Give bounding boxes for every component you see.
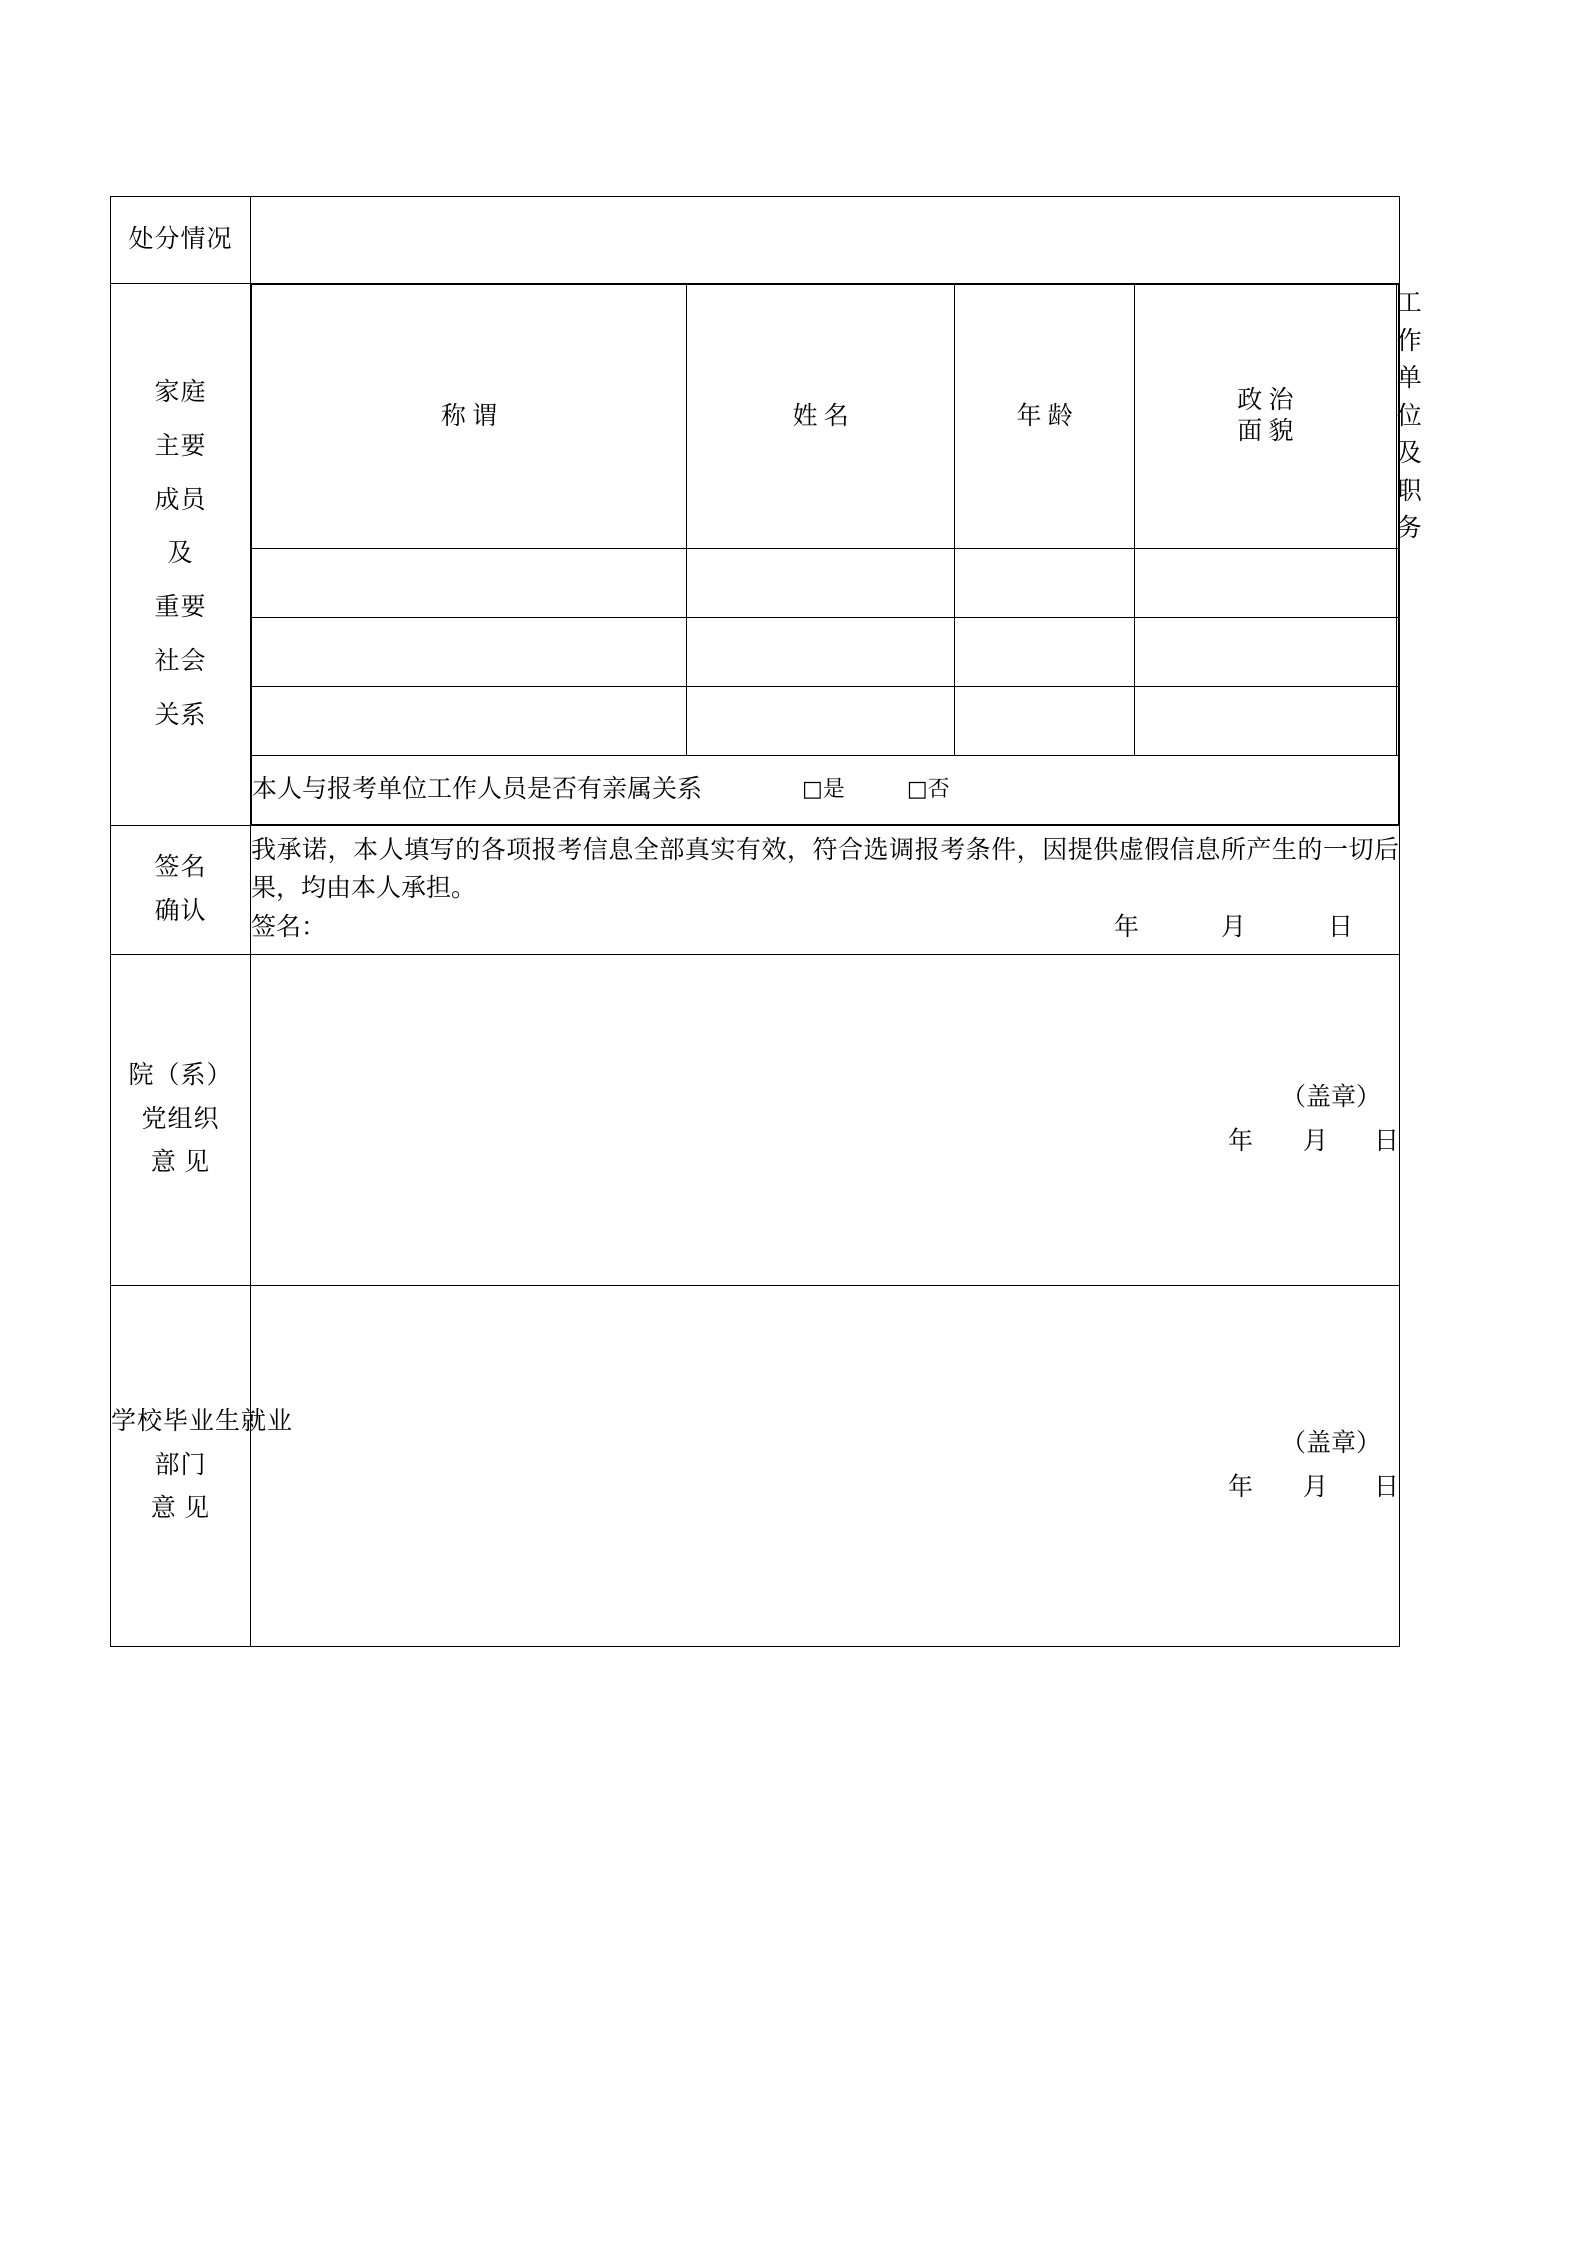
signature-label-line-2: 确认	[154, 897, 207, 925]
punishment-row	[111, 197, 1400, 284]
signature-label-stack	[111, 846, 250, 934]
college-opinion-date	[251, 1123, 1399, 1161]
family-label-line-7: 关系	[154, 701, 207, 729]
employment-office-opinion-content-cell[interactable]	[251, 1285, 1400, 1646]
table-row	[252, 548, 1399, 617]
college-opinion-date-day[interactable]: 日	[1373, 1127, 1399, 1155]
cell-political-status[interactable]	[1134, 686, 1396, 755]
employment-office-label-stack	[111, 1400, 294, 1531]
cell-age[interactable]	[955, 548, 1135, 617]
family-label-line-5: 重要	[154, 594, 207, 622]
signature-date-month[interactable]: 月	[1220, 914, 1246, 942]
cell-name[interactable]	[686, 617, 954, 686]
table-row	[252, 686, 1399, 755]
college-opinion-seal-note: （盖章）	[1280, 1084, 1381, 1111]
college-opinion-label-line-3: 意 见	[150, 1149, 211, 1177]
signature-section-row	[111, 825, 1400, 954]
employment-office-label-line-1: 学校毕业生就业	[111, 1407, 294, 1435]
family-label-line-1: 家庭	[154, 379, 207, 407]
cell-political-status[interactable]	[1134, 548, 1396, 617]
checkbox-no[interactable]: □否	[906, 777, 950, 802]
family-header-row	[252, 285, 1399, 549]
signature-line	[251, 909, 1399, 947]
form-table	[110, 196, 1422, 1647]
column-header-political-status	[1134, 285, 1396, 549]
cell-work-unit[interactable]	[1396, 686, 1398, 755]
column-header-work-unit: 工作单位及职务	[1396, 285, 1398, 549]
family-label-stack	[111, 366, 250, 742]
family-table-container	[251, 284, 1422, 826]
signature-date-fields	[1114, 909, 1353, 947]
signature-label-line-1: 签名	[154, 853, 207, 881]
family-members-table	[251, 284, 1422, 825]
signature-date-day[interactable]: 日	[1327, 914, 1353, 942]
employment-office-opinion-label	[111, 1285, 294, 1646]
employment-office-date-day[interactable]: 日	[1373, 1473, 1399, 1501]
family-label-line-4: 及	[167, 540, 194, 568]
signature-date-year[interactable]: 年	[1113, 914, 1139, 942]
cell-work-unit[interactable]	[1396, 617, 1398, 686]
signature-section-label	[111, 825, 251, 954]
family-label-line-3: 成员	[154, 486, 207, 514]
employment-office-label-line-2: 部门	[154, 1451, 207, 1479]
column-header-name: 姓 名	[686, 285, 954, 549]
political-header-line-1: 政 治	[1237, 387, 1294, 414]
college-opinion-label-line-2: 党组织	[141, 1105, 220, 1133]
table-row	[252, 617, 1399, 686]
college-opinion-content-cell[interactable]	[251, 954, 1400, 1285]
promise-cell	[251, 825, 1400, 954]
college-opinion-label	[111, 954, 251, 1285]
relative-question-inner	[252, 771, 1398, 809]
college-opinion-row	[111, 954, 1400, 1285]
relative-question-text: 本人与报考单位工作人员是否有亲属关系	[252, 775, 703, 803]
employment-office-opinion-row	[111, 1285, 1400, 1646]
relative-question-cell	[252, 755, 1399, 824]
employment-office-date-month[interactable]: 月	[1302, 1473, 1328, 1501]
political-header-stack	[1135, 385, 1396, 448]
column-header-age: 年 龄	[955, 285, 1135, 549]
cell-relation[interactable]	[252, 686, 687, 755]
family-label-line-2: 主要	[154, 432, 207, 460]
employment-office-label-line-3: 意 见	[150, 1495, 211, 1523]
relative-question-row	[252, 755, 1399, 824]
cell-political-status[interactable]	[1134, 617, 1396, 686]
employment-office-date-year[interactable]: 年	[1227, 1473, 1253, 1501]
cell-age[interactable]	[955, 686, 1135, 755]
cell-age[interactable]	[955, 617, 1135, 686]
family-label-line-6: 社会	[154, 647, 207, 675]
punishment-value-cell[interactable]	[251, 197, 1400, 284]
college-opinion-label-stack	[111, 1054, 250, 1185]
cell-name[interactable]	[686, 548, 954, 617]
employment-office-opinion-date	[251, 1469, 1399, 1507]
cell-relation[interactable]	[252, 617, 687, 686]
family-section-row	[111, 284, 1400, 826]
application-form	[110, 196, 1422, 1647]
college-opinion-date-year[interactable]: 年	[1227, 1127, 1253, 1155]
cell-work-unit[interactable]	[1396, 548, 1398, 617]
punishment-label: 处分情况	[111, 197, 251, 284]
checkbox-yes[interactable]: □是	[802, 777, 845, 802]
family-section-label	[111, 284, 251, 826]
college-opinion-date-month[interactable]: 月	[1302, 1127, 1328, 1155]
political-header-line-2: 面 貌	[1237, 418, 1294, 446]
employment-office-seal-note: （盖章）	[1280, 1430, 1381, 1457]
signature-field-label[interactable]: 签名：	[251, 914, 327, 942]
college-opinion-label-line-1: 院（系）	[128, 1061, 233, 1089]
column-header-relation: 称 谓	[252, 285, 687, 549]
promise-text: 我承诺，本人填写的各项报考信息全部真实有效，符合选调报考条件，因提供虚假信息所产生的一切后果，均由本人承担。	[251, 837, 1399, 902]
cell-relation[interactable]	[252, 548, 687, 617]
cell-name[interactable]	[686, 686, 954, 755]
